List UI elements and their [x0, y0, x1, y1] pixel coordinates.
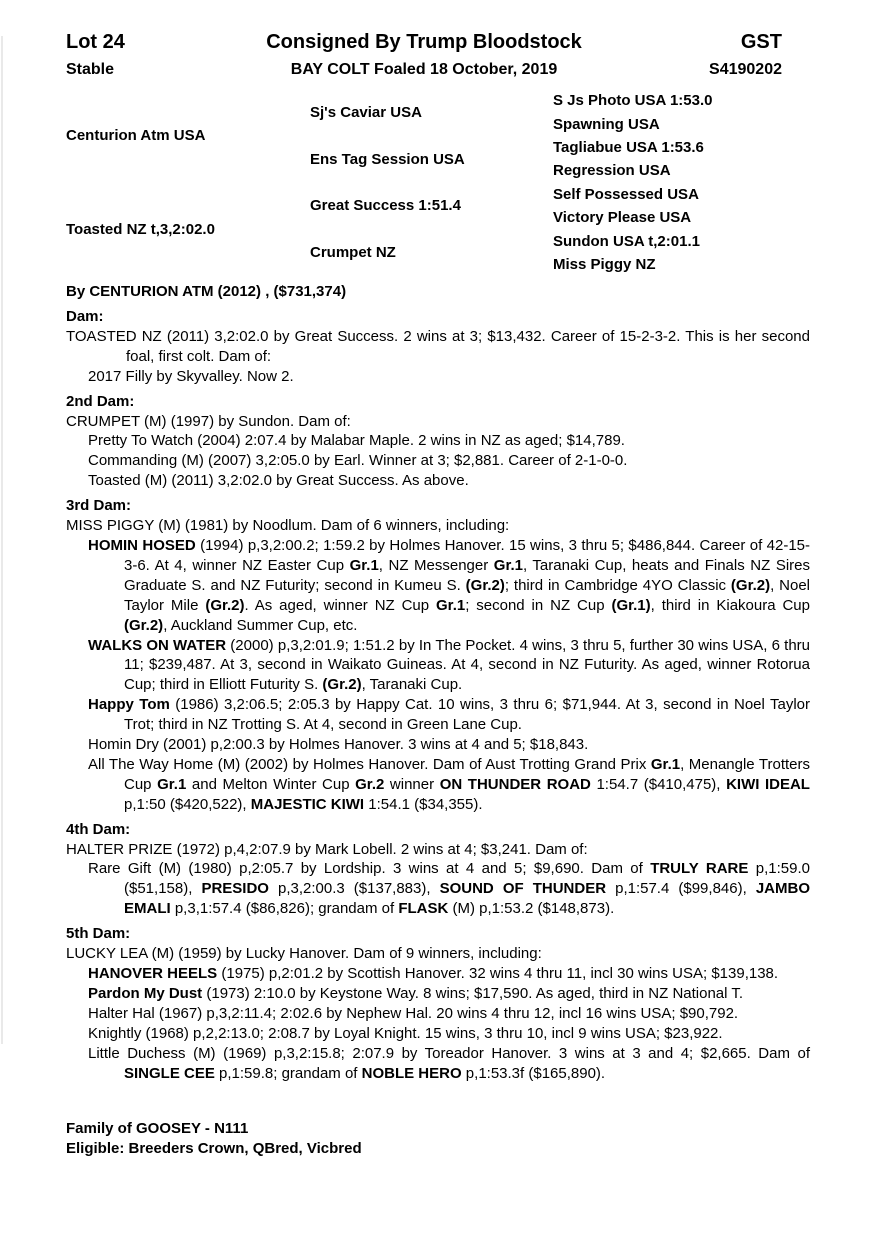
catalog-section — [66, 392, 810, 492]
emphasis: NOBLE HERO — [361, 1064, 462, 1082]
emphasis: (Gr.2) — [322, 676, 362, 694]
catalog-section — [66, 924, 810, 1083]
pedigree-great-grandparent: S Js Photo USA 1:53.0 — [553, 92, 713, 110]
catalog-paragraph: Homin Dry (2001) p,2:00.3 by Holmes Hanover. 3 wins at 4 and 5; $18,843. — [88, 736, 589, 754]
page-footer — [66, 1119, 810, 1159]
catalog-paragraph: 2017 Filly by Skyvalley. Now 2. — [88, 367, 294, 385]
catalog-paragraph: All The Way Home (M) (2002) by Holmes Hanover. Dam of Aust Trotting Grand Prix Gr.1, Menangle Trotters Cup Gr.1 and Melton Winter Cup Gr.2 winner ON THUNDER ROAD 1:54.7 ($410,475), KIWI IDEAL p,1:50 ($420,522), MAJESTIC KIWI 1:54.1 ($34,355). — [88, 755, 810, 813]
pedigree-grandparent: Crumpet NZ — [310, 244, 396, 262]
emphasis: (Gr.2) — [124, 616, 164, 634]
eligibility-line: Eligible: Breeders Crown, QBred, Vicbred — [66, 1140, 362, 1158]
pedigree-table — [66, 89, 810, 276]
emphasis: JAMBO EMALI — [124, 880, 810, 918]
catalog-paragraph: MISS PIGGY (M) (1981) by Noodlum. Dam of 6 winners, including: — [66, 517, 510, 535]
emphasis: MAJESTIC KIWI — [250, 795, 365, 813]
pedigree-grandparent: Great Success 1:51.4 — [310, 197, 461, 215]
catalog-paragraph: Little Duchess (M) (1969) p,3,2:15.8; 2:07.9 by Toreador Hanover. 3 wins at 3 and 4; $2,665. Dam of SINGLE CEE p,1:59.8; grandam of NOBLE HERO p,1:53.3f ($165,890). — [88, 1044, 810, 1082]
pedigree-sire: Centurion Atm USA — [66, 127, 206, 145]
stable-label: Stable — [66, 61, 115, 78]
emphasis: ON THUNDER ROAD — [439, 775, 591, 793]
emphasis: Gr.1 — [650, 755, 681, 773]
catalog-paragraph: Halter Hal (1967) p,3,2:11.4; 2:02.6 by Nephew Hal. 20 wins 4 thru 12, incl 16 wins USA; $90,792. — [88, 1004, 739, 1022]
emphasis: (Gr.2) — [730, 576, 771, 594]
pedigree-grandparent: Sj's Caviar USA — [310, 103, 422, 121]
emphasis: HANOVER HEELS — [88, 965, 218, 982]
header-row-2 — [66, 61, 782, 85]
lot-number: Lot 24 — [66, 31, 125, 53]
emphasis: Gr.1 — [493, 556, 523, 574]
pedigree-great-grandparent: Spawning USA — [553, 115, 660, 133]
catalog-paragraph: HOMIN HOSED (1994) p,3,2:00.2; 1:59.2 by Holmes Hanover. 15 wins, 3 thru 5; $486,844. Career of 42-15-3-6. At 4, winner NZ Easter Cup Gr.1, NZ Messenger Gr.1, Taranaki Cup, heats and Finals NZ Sires Graduate S. and NZ Futurity; second in Kumeu S. (Gr.2); third in Cambridge 4YO Classic (Gr.2), Noel Taylor Mile (Gr.2). As aged, winner NZ Cup Gr.1; second in NZ Cup (Gr.1), third in Kiakoura Cup (Gr.2), Auckland Summer Cup, etc. — [88, 536, 811, 634]
pedigree-great-grandparent: Sundon USA t,2:01.1 — [553, 232, 700, 250]
emphasis: Gr.1 — [157, 775, 187, 793]
section-heading: 5th Dam: — [66, 925, 131, 943]
emphasis: (Gr.2) — [205, 596, 245, 614]
emphasis: SOUND OF THUNDER — [439, 880, 607, 898]
emphasis: Gr.1 — [349, 556, 379, 574]
catalog-paragraph: Pardon My Dust (1973) 2:10.0 by Keystone Way. 8 wins; $17,590. As aged, third in NZ National T. — [88, 984, 744, 1002]
catalog-paragraph: Commanding (M) (2007) 3,2:05.0 by Earl. Winner at 3; $2,881. Career of 2-1-0-0. — [88, 452, 628, 470]
emphasis: Happy Tom — [88, 696, 170, 714]
section-heading: Dam: — [66, 308, 104, 325]
catalog-paragraph: Rare Gift (M) (1980) p,2:05.7 by Lordship. 3 wins at 4 and 5; $9,690. Dam of TRULY RARE p,1:59.0 ($51,158), PRESIDO p,3,2:00.3 ($137,883), SOUND OF THUNDER p,1:57.4 ($99,846), JAMBO EMALI p,3,1:57.4 ($86,826); grandam of FLASK (M) p,1:53.2 ($148,873). — [88, 860, 810, 918]
family-line: Family of GOOSEY - N111 — [66, 1120, 249, 1138]
catalog-paragraph: CRUMPET (M) (1997) by Sundon. Dam of: — [66, 412, 351, 430]
horse-description: BAY COLT Foaled 18 October, 2019 — [290, 61, 558, 78]
emphasis: PRESIDO — [201, 880, 269, 898]
pedigree-grandparent: Ens Tag Session USA — [310, 150, 465, 168]
catalog-code: S4190202 — [709, 61, 782, 78]
catalog-paragraph: Toasted (M) (2011) 3,2:02.0 by Great Success. As above. — [88, 472, 469, 490]
section-heading: 4th Dam: — [66, 820, 131, 838]
pedigree-great-grandparent: Regression USA — [553, 162, 671, 180]
pedigree-great-grandparent: Miss Piggy NZ — [553, 255, 656, 273]
pedigree-great-grandparent: Victory Please USA — [553, 209, 692, 227]
emphasis: TRULY RARE — [650, 860, 749, 878]
catalog-section — [66, 820, 810, 920]
catalog-paragraph: Knightly (1968) p,2,2:13.0; 2:08.7 by Loyal Knight. 15 wins, 3 thru 10, incl 9 wins USA; $23,922. — [88, 1024, 723, 1042]
catalog-sections — [66, 307, 810, 1159]
catalog-paragraph: Happy Tom (1986) 3,2:06.5; 2:05.3 by Happy Cat. 10 wins, 3 thru 6; $71,944. At 3, second in Noel Taylor Trot; third in NZ Trotting S. At 4, second in Green Lane Cup. — [88, 696, 811, 734]
catalog-paragraph: LUCKY LEA (M) (1959) by Lucky Hanover. Dam of 9 winners, including: — [66, 945, 542, 963]
emphasis: Gr.1 — [436, 596, 466, 614]
scan-edge-artifact — [1, 36, 3, 1044]
emphasis: FLASK — [398, 900, 449, 918]
emphasis: (Gr.2) — [465, 576, 505, 594]
catalog-paragraph: HANOVER HEELS (1975) p,2:01.2 by Scottish Hanover. 32 wins 4 thru 11, incl 30 wins USA; $139,138. — [88, 965, 779, 982]
emphasis: SINGLE CEE — [124, 1064, 215, 1082]
catalog-paragraph: TOASTED NZ (2011) 3,2:02.0 by Great Success. 2 wins at 3; $13,432. Career of 15-2-3-2. This is her second foal, first colt. Dam of: — [66, 327, 810, 365]
emphasis: Pardon My Dust — [88, 984, 203, 1002]
pedigree-great-grandparent: Tagliabue USA 1:53.6 — [553, 138, 704, 156]
header-row-1 — [66, 31, 782, 55]
catalog-paragraph: Pretty To Watch (2004) 2:07.4 by Malabar Maple. 2 wins in NZ as aged; $14,789. — [88, 432, 625, 450]
consignor-title: Consigned By Trump Bloodstock — [266, 31, 582, 53]
catalog-section — [66, 496, 810, 815]
sire-summary-line: By CENTURION ATM (2012) , ($731,374) — [66, 283, 347, 300]
emphasis: HOMIN HOSED — [88, 536, 196, 554]
gst-label: GST — [740, 31, 782, 53]
emphasis: KIWI IDEAL — [726, 775, 810, 793]
emphasis: (Gr.1) — [611, 596, 651, 614]
catalog-paragraph: HALTER PRIZE (1972) p,4,2:07.9 by Mark Lobell. 2 wins at 4; $3,241. Dam of: — [66, 840, 588, 858]
emphasis: Gr.2 — [355, 775, 385, 793]
emphasis: WALKS ON WATER — [88, 636, 227, 654]
catalog-paragraph: WALKS ON WATER (2000) p,3,2:01.9; 1:51.2 by In The Pocket. 4 wins, 3 thru 5, further 30 wins USA, 6 thru 11; $239,487. At 3, second in Waikato Guineas. At 4, second in NZ Futurity. As aged, winner Rotorua Cup; third in Elliott Futurity S. (Gr.2), Taranaki Cup. — [88, 636, 810, 694]
section-heading: 3rd Dam: — [66, 497, 132, 515]
pedigree-dam: Toasted NZ t,3,2:02.0 — [66, 220, 215, 238]
catalog-section — [66, 307, 810, 387]
section-heading: 2nd Dam: — [66, 392, 135, 410]
pedigree-great-grandparent: Self Possessed USA — [553, 185, 699, 203]
